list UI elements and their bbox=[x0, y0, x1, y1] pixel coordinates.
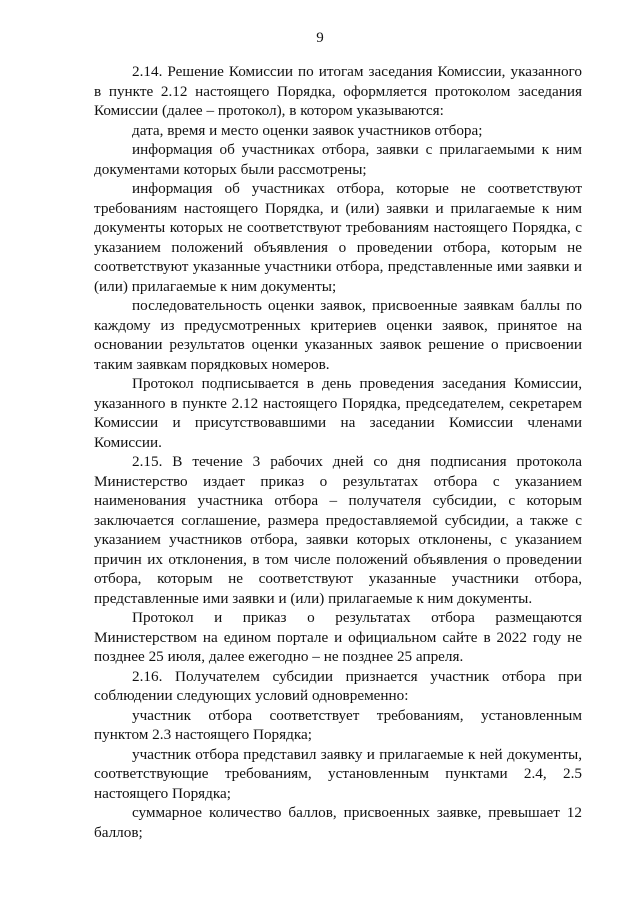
list-item-score-threshold: суммарное количество баллов, присвоенных заявке, превышает 12 баллов; bbox=[94, 804, 582, 841]
page-number: 9 bbox=[316, 30, 324, 46]
paragraph-2-15: 2.15. В течение 3 рабочих дней со дня подписания протокола Министерство издает приказ о результатах отбора с указанием наименования участника отбора – получателя субсидии, с которым заключается соглашение, размера предоставляемой субсидии, а также с указанием участников отбора, заявки которых отклонены, с указанием причин их отклонения, в том числе положений объявления о проведении отбора, которым не соответствуют указанные участники отбора, представленные ими заявки и (или) прилагаемые к ним документы. bbox=[94, 453, 582, 607]
list-item-documents-2-4-2-5: участник отбора представил заявку и прилагаемые к ней документы, соответствующие требованиям, установленным пунктами 2.4, 2.5 настоящего Порядка; bbox=[94, 745, 582, 802]
list-item-participants-reviewed: информация об участниках отбора, заявки с прилагаемыми к ним документами которых были рассмотрены; bbox=[94, 141, 582, 178]
paragraph-2-14: 2.14. Решение Комиссии по итогам заседания Комиссии, указанного в пункте 2.12 настоящего Порядка, оформляется протоколом заседания Комиссии (далее – протокол), в котором указываются: bbox=[94, 63, 582, 119]
list-item-date-time-place: дата, время и место оценки заявок участников отбора; bbox=[132, 121, 483, 139]
paragraph-protocol-signing: Протокол подписывается в день проведения заседания Комиссии, указанного в пункте 2.12 настоящего Порядка, председателем, секретарем Комиссии и присутствовавшими на заседании Комиссии членами Комиссии. bbox=[94, 375, 582, 451]
list-item-evaluation-sequence: последовательность оценки заявок, присвоенные заявкам баллы по каждому из предусмотренных критериев оценки заявок, принятое на основании результатов оценки указанных заявок решение о присвоении таким заявкам порядковых номеров. bbox=[94, 297, 582, 373]
list-item-requirements-2-3: участник отбора соответствует требованиям, установленным пунктом 2.3 настоящего Порядка; bbox=[94, 706, 582, 743]
list-item-participants-non-compliant: информация об участниках отбора, которые не соответствуют требованиям настоящего Порядка, и (или) заявки и прилагаемые к ним документы которых не соответствуют требованиям настоящего Порядка, с указанием положений объявления о проведении отбора, которым не соответствуют указанные участники отбора, представленные ими заявки и (или) прилагаемые к ним документы; bbox=[94, 180, 582, 295]
document-body bbox=[94, 62, 582, 842]
paragraph-2-16: 2.16. Получателем субсидии признается участник отбора при соблюдении следующих условий одновременно: bbox=[94, 667, 582, 704]
paragraph-protocol-publication: Протокол и приказ о результатах отбора размещаются Министерством на едином портале и официальном сайте в 2022 году не позднее 25 июля, далее ежегодно – не позднее 25 апреля. bbox=[94, 609, 582, 665]
